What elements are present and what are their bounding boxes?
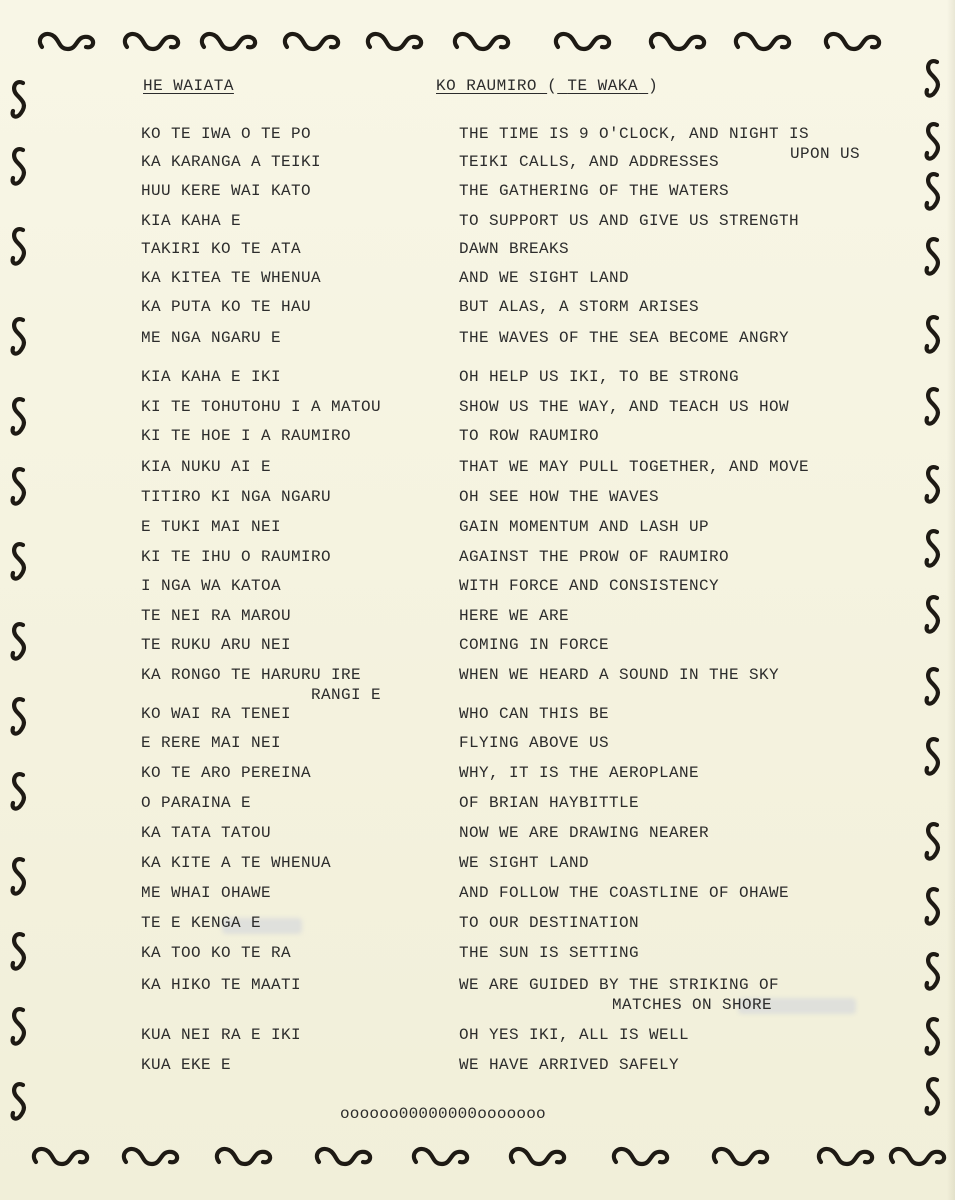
maori-line: TE NEI RA MAROU — [141, 607, 292, 625]
english-line: WHEN WE HEARD A SOUND IN THE SKY — [459, 666, 780, 684]
maori-line: KIA NUKU AI E — [141, 458, 272, 476]
english-line: TO SUPPORT US AND GIVE US STRENGTH — [459, 212, 800, 230]
english-line: THAT WE MAY PULL TOGETHER, AND MOVE — [459, 458, 810, 476]
english-line: FLYING ABOVE US — [459, 734, 610, 752]
maori-line: HUU KERE WAI KATO — [141, 182, 312, 200]
top-scroll-icon — [368, 34, 421, 49]
bottom-scroll-icon — [124, 1149, 177, 1164]
right-scroll-icon — [927, 61, 938, 96]
bottom-scroll-icon — [714, 1149, 767, 1164]
maori-line: KO WAI RA TENEI — [141, 705, 292, 723]
english-line: AND FOLLOW THE COASTLINE OF OHAWE — [459, 884, 790, 902]
english-line: WE HAVE ARRIVED SAFELY — [459, 1056, 680, 1074]
english-line: OF BRIAN HAYBITTLE — [459, 794, 640, 812]
right-scroll-icon — [927, 174, 938, 209]
maori-line: KA TATA TATOU — [141, 824, 272, 842]
top-scroll-icon — [736, 34, 789, 49]
english-line: TO ROW RAUMIRO — [459, 427, 600, 445]
maori-line: KI TE IHU O RAUMIRO — [141, 548, 332, 566]
english-line: NOW WE ARE DRAWING NEARER — [459, 824, 710, 842]
english-line: DAWN BREAKS — [459, 240, 570, 258]
maori-line: O PARAINA E — [141, 794, 252, 812]
right-scroll-icon — [927, 669, 938, 704]
left-scroll-icon — [13, 319, 24, 354]
left-scroll-icon — [13, 934, 24, 969]
english-line-continuation: MATCHES ON SHORE — [612, 996, 773, 1014]
maori-line: KUA NEI RA E IKI — [141, 1026, 302, 1044]
left-scroll-icon — [13, 544, 24, 579]
maori-line: KUA EKE E — [141, 1056, 232, 1074]
english-line: COMING IN FORCE — [459, 636, 610, 654]
maori-line: TAKIRI KO TE ATA — [141, 240, 302, 258]
english-line: THE GATHERING OF THE WATERS — [459, 182, 730, 200]
english-line: OH HELP US IKI, TO BE STRONG — [459, 368, 740, 386]
maori-line: KA KITEA TE WHENUA — [141, 269, 322, 287]
heading-right-title: KO RAUMIRO — [436, 77, 538, 95]
bottom-scroll-icon — [317, 1149, 370, 1164]
right-scroll-icon — [927, 1019, 938, 1054]
bottom-scroll-icon — [891, 1149, 944, 1164]
maori-line: ME WHAI OHAWE — [141, 884, 272, 902]
english-line: BUT ALAS, A STORM ARISES — [459, 298, 700, 316]
left-scroll-icon — [13, 774, 24, 809]
top-scroll-icon — [651, 34, 704, 49]
left-scroll-icon — [13, 82, 24, 117]
right-scroll-icon — [927, 317, 938, 352]
bottom-scroll-icon — [819, 1149, 872, 1164]
right-scroll-icon — [927, 597, 938, 632]
maori-line: E RERE MAI NEI — [141, 734, 282, 752]
maori-line: TE E KENGA E — [141, 914, 262, 932]
right-scroll-icon — [927, 389, 938, 424]
english-line: WHO CAN THIS BE — [459, 705, 610, 723]
heading-right — [436, 77, 658, 95]
maori-line: I NGA WA KATOA — [141, 577, 282, 595]
right-scroll-icon — [927, 954, 938, 989]
left-scroll-icon — [13, 1084, 24, 1119]
right-scroll-icon — [927, 889, 938, 924]
english-line: AGAINST THE PROW OF RAUMIRO — [459, 548, 730, 566]
heading-paren-open: ( — [547, 77, 558, 95]
top-scroll-icon — [556, 34, 609, 49]
left-scroll-icon — [13, 399, 24, 434]
english-line: WITH FORCE AND CONSISTENCY — [459, 577, 720, 595]
top-scroll-icon — [202, 34, 255, 49]
heading-left: HE WAIATA — [143, 77, 234, 95]
top-scroll-icon — [826, 34, 879, 49]
english-line: THE TIME IS 9 O'CLOCK, AND NIGHT IS — [459, 125, 810, 143]
bottom-scroll-icon — [614, 1149, 667, 1164]
left-scroll-icon — [13, 1009, 24, 1044]
maori-line: KIA KAHA E — [141, 212, 242, 230]
english-line: GAIN MOMENTUM AND LASH UP — [459, 518, 710, 536]
maori-line: KI TE TOHUTOHU I A MATOU — [141, 398, 382, 416]
right-scroll-icon — [927, 531, 938, 566]
english-line: WHY, IT IS THE AEROPLANE — [459, 764, 700, 782]
right-scroll-icon — [927, 467, 938, 502]
heading-paren-close: ) — [648, 77, 659, 95]
top-scroll-icon — [125, 34, 178, 49]
english-line: HERE WE ARE — [459, 607, 570, 625]
english-line-continuation: UPON US — [790, 145, 861, 163]
right-scroll-icon — [927, 739, 938, 774]
maori-line: KI TE HOE I A RAUMIRO — [141, 427, 352, 445]
maori-line: TITIRO KI NGA NGARU — [141, 488, 332, 506]
left-scroll-icon — [13, 229, 24, 264]
bottom-scroll-icon — [217, 1149, 270, 1164]
maori-line: KA HIKO TE MAATI — [141, 976, 302, 994]
english-line: WE ARE GUIDED BY THE STRIKING OF — [459, 976, 780, 994]
top-scroll-icon — [40, 34, 93, 49]
maori-line: E TUKI MAI NEI — [141, 518, 282, 536]
english-line: TO OUR DESTINATION — [459, 914, 640, 932]
bottom-scroll-icon — [414, 1149, 467, 1164]
left-scroll-icon — [13, 469, 24, 504]
maori-line: KO TE ARO PEREINA — [141, 764, 312, 782]
left-scroll-icon — [13, 699, 24, 734]
maori-line: KO TE IWA O TE PO — [141, 125, 312, 143]
left-scroll-icon — [13, 624, 24, 659]
maori-line: KA KARANGA A TEIKI — [141, 153, 322, 171]
top-scroll-icon — [455, 34, 508, 49]
top-scroll-icon — [285, 34, 338, 49]
maori-line: KA KITE A TE WHENUA — [141, 854, 332, 872]
right-scroll-icon — [927, 239, 938, 274]
closing-ornament: oooooo00000000ooooooo — [340, 1105, 546, 1123]
english-line: OH YES IKI, ALL IS WELL — [459, 1026, 690, 1044]
heading-right-subtitle: TE WAKA — [567, 77, 639, 95]
maori-line: TE RUKU ARU NEI — [141, 636, 292, 654]
bottom-scroll-icon — [34, 1149, 87, 1164]
maori-line: ME NGA NGARU E — [141, 329, 282, 347]
bottom-scroll-icon — [511, 1149, 564, 1164]
english-line: THE SUN IS SETTING — [459, 944, 640, 962]
english-line: SHOW US THE WAY, AND TEACH US HOW — [459, 398, 790, 416]
right-scroll-icon — [927, 1079, 938, 1114]
right-scroll-icon — [927, 824, 938, 859]
english-line: TEIKI CALLS, AND ADDRESSES — [459, 153, 720, 171]
left-scroll-icon — [13, 859, 24, 894]
left-scroll-icon — [13, 149, 24, 184]
english-line: WE SIGHT LAND — [459, 854, 590, 872]
right-scroll-icon — [927, 124, 938, 159]
maori-line: KIA KAHA E IKI — [141, 368, 282, 386]
english-line: OH SEE HOW THE WAVES — [459, 488, 660, 506]
maori-line: KA TOO KO TE RA — [141, 944, 292, 962]
maori-line: KA RONGO TE HARURU IRE — [141, 666, 362, 684]
english-line: THE WAVES OF THE SEA BECOME ANGRY — [459, 329, 790, 347]
maori-line-continuation: RANGI E — [311, 686, 382, 704]
english-line: AND WE SIGHT LAND — [459, 269, 630, 287]
maori-line: KA PUTA KO TE HAU — [141, 298, 312, 316]
